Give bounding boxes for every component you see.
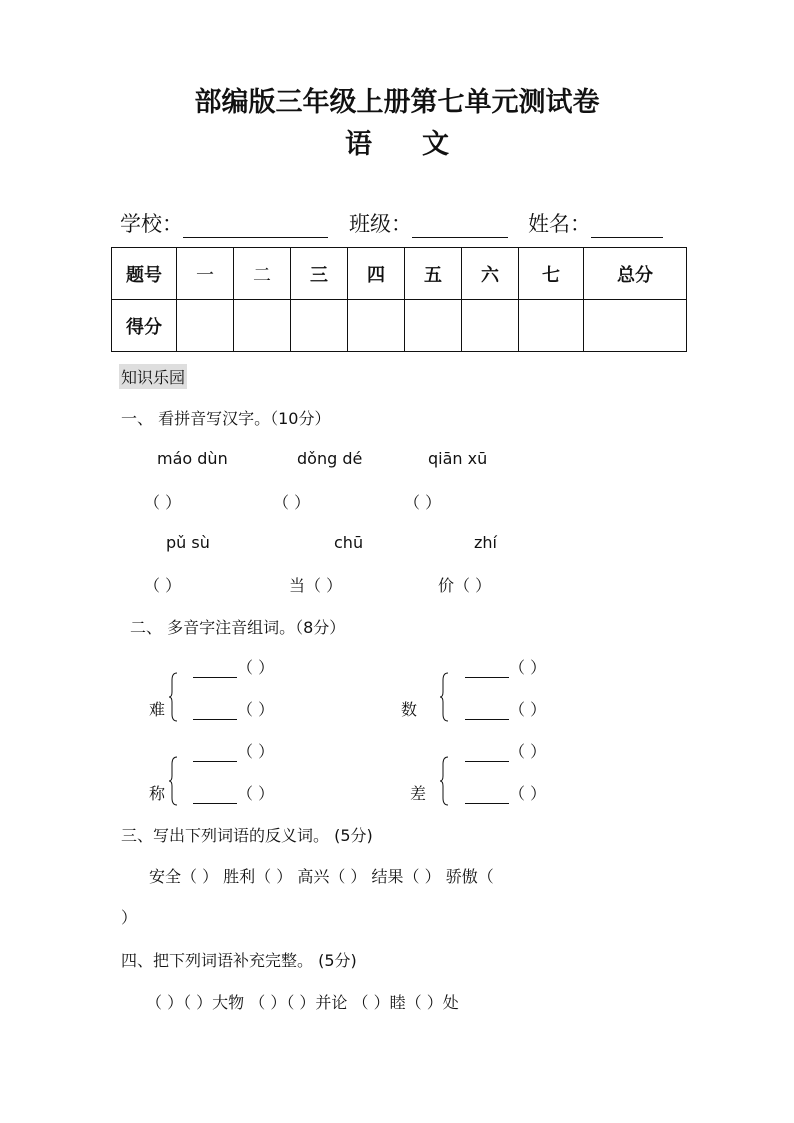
blank-line[interactable]: [193, 787, 237, 804]
q1-answer-box[interactable]: 价（ ）: [438, 576, 492, 595]
score-cell[interactable]: [177, 300, 234, 352]
class-blank[interactable]: [412, 215, 508, 238]
paren-blank[interactable]: （ ）: [237, 784, 275, 803]
q1-title: 一、 看拼音写汉字。（10分）: [121, 409, 331, 428]
brace-icon: [440, 672, 448, 722]
answer-line[interactable]: [193, 697, 274, 720]
class-label: 班级：: [349, 212, 412, 236]
q4-title: 四、把下列词语补充完整。 (5分): [121, 951, 357, 970]
score-cell[interactable]: [584, 300, 687, 352]
name-label: 姓名：: [528, 212, 591, 236]
answer-line[interactable]: [193, 739, 274, 762]
brace-icon: [169, 756, 177, 806]
blank-line[interactable]: [465, 703, 509, 720]
polyphone-char: 差: [410, 784, 427, 803]
header-cell: 五: [405, 248, 462, 300]
q1-answer-box[interactable]: （ ）: [273, 493, 311, 512]
q1-answer-box[interactable]: （ ）: [144, 576, 182, 595]
score-cell[interactable]: [348, 300, 405, 352]
q1-pinyin: zhí: [474, 533, 497, 552]
score-cell[interactable]: [405, 300, 462, 352]
answer-line[interactable]: [465, 655, 546, 678]
q1-answer-box[interactable]: 当（ ）: [289, 576, 343, 595]
subject-left: 语: [345, 129, 372, 160]
score-cell[interactable]: [234, 300, 291, 352]
section-badge: 知识乐园: [119, 364, 187, 389]
q2-title: 二、 多音字注音组词。（8分）: [130, 618, 346, 637]
score-table-score-row: [112, 300, 687, 352]
answer-line[interactable]: [193, 781, 274, 804]
score-cell[interactable]: [291, 300, 348, 352]
paren-blank[interactable]: （ ）: [509, 742, 547, 761]
header-cell: 四: [348, 248, 405, 300]
header-cell: 题号: [112, 248, 177, 300]
polyphone-char: 称: [149, 784, 166, 803]
q3-antonym-wrap: ）: [121, 908, 138, 927]
q1-answer-box[interactable]: （ ）: [404, 493, 442, 512]
score-table-header-row: [112, 248, 687, 300]
header-cell: 一: [177, 248, 234, 300]
answer-line[interactable]: [193, 655, 274, 678]
header-cell: 总分: [584, 248, 687, 300]
answer-line[interactable]: [465, 697, 546, 720]
polyphone-char: 难: [149, 700, 166, 719]
blank-line[interactable]: [193, 703, 237, 720]
subject-title: [0, 122, 794, 161]
q1-pinyin: pǔ sù: [166, 533, 210, 552]
paren-blank[interactable]: （ ）: [509, 658, 547, 677]
answer-line[interactable]: [465, 781, 546, 804]
score-row-label: 得分: [112, 300, 177, 352]
header-cell: 二: [234, 248, 291, 300]
subject-right: 文: [422, 129, 449, 160]
school-label: 学校：: [120, 212, 183, 236]
header-cell: 七: [519, 248, 584, 300]
header-cell: 六: [462, 248, 519, 300]
q3-title: 三、写出下列词语的反义词。 (5分): [121, 826, 373, 845]
paren-blank[interactable]: （ ）: [237, 700, 275, 719]
blank-line[interactable]: [465, 745, 509, 762]
q3-antonym-line[interactable]: 安全（ ） 胜利（ ） 高兴（ ） 结果（ ） 骄傲（: [149, 867, 494, 886]
blank-line[interactable]: [193, 661, 237, 678]
polyphone-char: 数: [401, 700, 418, 719]
paren-blank[interactable]: （ ）: [237, 658, 275, 677]
q1-pinyin: chū: [334, 533, 364, 552]
name-blank[interactable]: [591, 215, 663, 238]
score-cell[interactable]: [519, 300, 584, 352]
paren-blank[interactable]: （ ）: [237, 742, 275, 761]
class-field[interactable]: [349, 208, 508, 238]
header-cell: 三: [291, 248, 348, 300]
paren-blank[interactable]: （ ）: [509, 700, 547, 719]
blank-line[interactable]: [193, 745, 237, 762]
q1-answer-box[interactable]: （ ）: [144, 493, 182, 512]
paren-blank[interactable]: （ ）: [509, 784, 547, 803]
score-cell[interactable]: [462, 300, 519, 352]
blank-line[interactable]: [465, 787, 509, 804]
q1-pinyin: máo dùn: [157, 449, 228, 468]
answer-line[interactable]: [465, 739, 546, 762]
school-blank[interactable]: [183, 215, 328, 238]
page-title: 部编版三年级上册第七单元测试卷: [194, 87, 600, 118]
name-field[interactable]: [528, 208, 663, 238]
q1-pinyin: dǒng dé: [297, 449, 363, 468]
brace-icon: [169, 672, 177, 722]
brace-icon: [440, 756, 448, 806]
blank-line[interactable]: [465, 661, 509, 678]
q1-pinyin: qiān xū: [428, 449, 488, 468]
school-field[interactable]: [120, 208, 328, 238]
score-table: [111, 247, 687, 352]
q4-idiom-line[interactable]: （ ）（ ）大物 （ ）（ ）并论 （ ）睦（ ）处: [146, 993, 459, 1012]
